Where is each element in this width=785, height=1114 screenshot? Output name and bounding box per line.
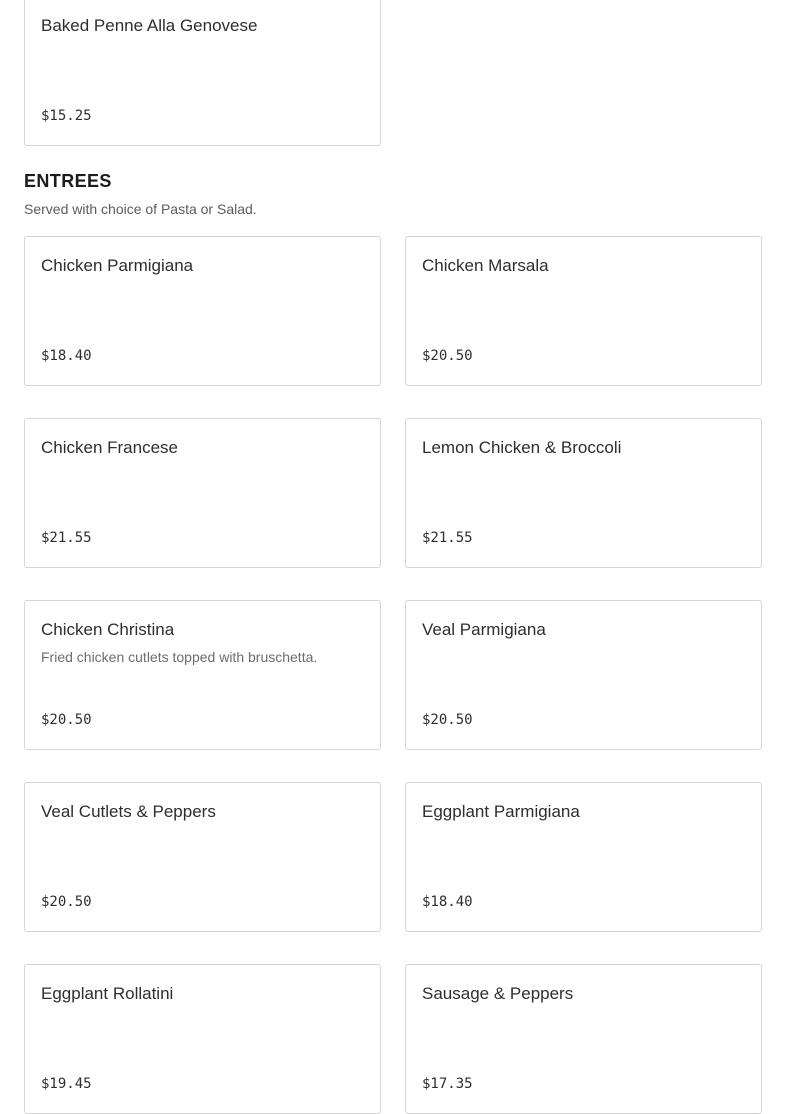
menu-item-name: Chicken Parmigiana — [41, 256, 194, 275]
menu-item-name: Chicken Christina — [41, 620, 175, 639]
menu-item-card[interactable] — [405, 964, 762, 1114]
menu-item-name: Baked Penne Alla Genovese — [41, 16, 258, 35]
section-description: Served with choice of Pasta or Salad. — [24, 201, 257, 217]
menu-item-price: $18.40 — [41, 348, 92, 364]
menu-item-name: Lemon Chicken & Broccoli — [422, 438, 622, 457]
menu-item-card[interactable] — [24, 600, 381, 750]
menu-item-price: $21.55 — [422, 530, 473, 546]
menu-item-price: $18.40 — [422, 894, 473, 910]
menu-item-card[interactable] — [405, 600, 762, 750]
menu-item-card[interactable] — [24, 0, 381, 146]
menu-item-card[interactable] — [24, 964, 381, 1114]
menu-item-name: Chicken Marsala — [422, 256, 549, 275]
menu-item-price: $19.45 — [41, 1076, 92, 1092]
menu-item-card[interactable] — [24, 418, 381, 568]
menu-item-price: $17.35 — [422, 1076, 473, 1092]
menu-item-card[interactable] — [405, 418, 762, 568]
menu-item-name: Chicken Francese — [41, 438, 179, 457]
menu-item-description: Fried chicken cutlets topped with bruschetta. — [41, 649, 318, 665]
menu-item-name: Eggplant Rollatini — [41, 984, 174, 1003]
menu-item-price: $20.50 — [41, 712, 92, 728]
section-title: ENTREES — [24, 171, 112, 191]
menu-item-price: $15.25 — [41, 108, 92, 124]
menu-item-price: $20.50 — [422, 348, 473, 364]
menu-item-price: $21.55 — [41, 530, 92, 546]
menu-item-name: Eggplant Parmigiana — [422, 802, 580, 821]
menu-item-name: Veal Parmigiana — [422, 620, 546, 639]
menu-item-name: Veal Cutlets & Peppers — [41, 802, 216, 821]
menu-item-card[interactable] — [24, 236, 381, 386]
menu-item-card[interactable] — [405, 782, 762, 932]
menu-item-price: $20.50 — [41, 894, 92, 910]
menu-item-price: $20.50 — [422, 712, 473, 728]
menu-item-name: Sausage & Peppers — [422, 984, 574, 1003]
menu-item-card[interactable] — [24, 782, 381, 932]
menu-item-card[interactable] — [405, 236, 762, 386]
